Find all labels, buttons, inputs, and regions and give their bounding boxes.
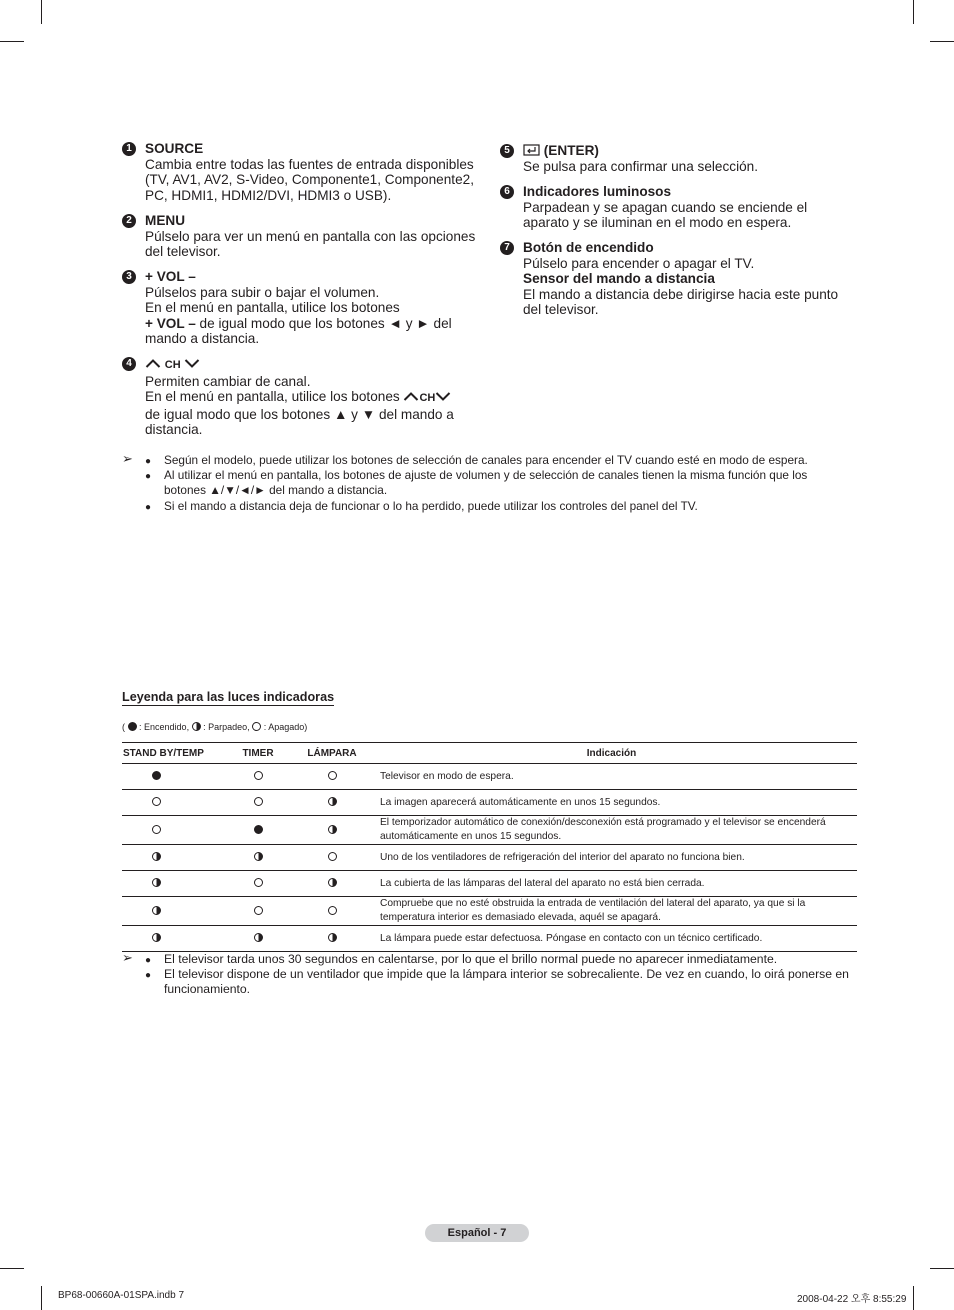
item-number: 5: [500, 144, 514, 158]
indication-text: automáticamente en unos 15 segundos.: [380, 831, 562, 842]
status-cell: [218, 897, 298, 926]
item-number: 7: [500, 241, 514, 255]
note-line: Si el mando a distancia deja de funcionar o lo ha perdido, puede utilizar los controles del panel del TV.: [164, 499, 698, 513]
status-cell: [298, 764, 366, 790]
item-indicators: [523, 184, 807, 231]
indication-cell: [366, 764, 857, 790]
item-line: Púlselos para subir o bajar el volumen.: [145, 284, 380, 300]
dot-on-icon: [254, 825, 263, 834]
item-title: Indicadores luminosos: [523, 184, 672, 199]
status-cell: [122, 897, 218, 926]
dot-blink-icon: [328, 878, 337, 887]
crop-mark: [930, 1268, 954, 1269]
table-row: [122, 764, 857, 790]
item-line: (TV, AV1, AV2, S-Video, Componente1, Componente2,: [145, 172, 474, 188]
slug-right: 2008-04-22 오후 8:55:29: [797, 1294, 907, 1305]
status-cell: [298, 790, 366, 816]
crop-mark: [41, 1286, 42, 1310]
item-line: Permiten cambiar de canal.: [145, 373, 311, 389]
dot-off-icon: [254, 878, 263, 887]
crop-mark: [913, 0, 914, 24]
bullet-icon: ●: [145, 471, 152, 482]
item-subtitle: Sensor del mando a distancia: [523, 271, 715, 287]
status-cell: [122, 926, 218, 952]
status-cell: [298, 926, 366, 952]
item-title: [145, 356, 454, 374]
status-cell: [298, 816, 366, 845]
dot-off-icon: [328, 852, 337, 861]
item-enter: [523, 143, 758, 174]
dot-off-icon: [328, 906, 337, 915]
item-line-rest: de igual modo que los botones ◄ y ► del: [195, 315, 452, 331]
item-number: 6: [500, 185, 514, 199]
item-line: Cambia entre todas las fuentes de entrada disponibles: [145, 156, 474, 172]
legend-off: : Apagado): [263, 722, 308, 732]
note-line: El televisor tarda unos 30 segundos en calentarse, por lo que el brillo normal puede no aparecer inmediatamente.: [164, 952, 778, 966]
status-cell: [218, 790, 298, 816]
header-standby: STAND BY/TEMP: [122, 743, 218, 764]
item-line: distancia.: [145, 422, 203, 438]
indication-text: El temporizador automático de conexión/desconexión está programado y el televisor se encenderá: [380, 817, 826, 828]
status-cell: [218, 764, 298, 790]
item-menu: [145, 213, 475, 260]
item-number: 4: [122, 357, 136, 371]
crop-mark: [0, 1268, 24, 1269]
crop-mark: [930, 41, 954, 42]
item-line: de igual modo que los botones ▲ y ▼ del mando a: [145, 406, 454, 422]
item-line: Púlselo para ver un menú en pantalla con las opciones: [145, 228, 476, 244]
item-line: En el menú en pantalla, utilice los botones: [145, 300, 400, 316]
status-cell: [218, 816, 298, 845]
ch-label: CH: [419, 392, 436, 405]
legend-open: (: [122, 722, 125, 732]
item-title: + VOL –: [145, 269, 196, 284]
item-source: [145, 141, 474, 203]
bullet-icon: ●: [145, 970, 152, 981]
dot-off-icon: [152, 797, 161, 806]
dot-on-icon: [128, 722, 137, 731]
item-line: del televisor.: [523, 302, 599, 318]
note-arrow-icon: ➢: [122, 451, 133, 466]
status-cell: [218, 926, 298, 952]
enter-icon: [523, 144, 540, 156]
ch-label: CH: [164, 359, 181, 371]
item-title: Botón de encendido: [523, 240, 654, 255]
indication-text: Uno de los ventiladores de refrigeración del interior del aparato no funciona bien.: [380, 851, 745, 863]
enter-label: (ENTER): [543, 143, 599, 158]
dot-blink-icon: [254, 933, 263, 942]
dot-blink-icon: [328, 933, 337, 942]
crop-mark: [0, 41, 24, 42]
chevron-down-icon: [435, 391, 451, 402]
item-ch: [145, 356, 454, 438]
status-cell: [218, 871, 298, 897]
item-vol: [145, 269, 452, 347]
indication-text: temperatura interior es demasiado elevada, aquél se apagará.: [380, 912, 661, 923]
status-cell: [122, 764, 218, 790]
chevron-down-icon: [184, 358, 200, 369]
status-cell: [122, 790, 218, 816]
dot-off-icon: [152, 825, 161, 834]
item-title: MENU: [145, 213, 186, 228]
note-line: El televisor dispone de un ventilador que impide que la lámpara interior se sobrecaliente. De vez en cuando, lo oirá ponerse en: [164, 967, 849, 981]
item-number: 3: [122, 270, 136, 284]
indication-cell: [366, 926, 857, 952]
item-line: Se pulsa para confirmar una selección.: [523, 158, 758, 174]
status-cell: [298, 897, 366, 926]
bullet-icon: ●: [145, 456, 152, 467]
legend-blink: : Parpadeo,: [203, 722, 250, 732]
dot-on-icon: [152, 771, 161, 780]
chevron-up-icon: [145, 358, 161, 369]
indication-text: Televisor en modo de espera.: [380, 770, 514, 782]
status-cell: [298, 845, 366, 871]
crop-mark: [913, 1286, 914, 1310]
item-line: El mando a distancia debe dirigirse hacia este punto: [523, 286, 839, 302]
dot-blink-icon: [192, 722, 201, 731]
note-line: Al utilizar el menú en pantalla, los botones de ajuste de volumen y de selección de canales tienen la misma función que los: [164, 468, 808, 482]
bullet-icon: ●: [145, 955, 152, 966]
note-line: funcionamiento.: [164, 982, 251, 996]
dot-blink-icon: [152, 878, 161, 887]
table-row: [122, 845, 857, 871]
item-line: aparato y se iluminan en el modo en espera.: [523, 215, 792, 231]
legend-title: Leyenda para las luces indicadoras: [122, 690, 335, 704]
dot-off-icon: [252, 722, 261, 731]
item-power: [523, 240, 838, 318]
dot-blink-icon: [152, 906, 161, 915]
item-line: [145, 389, 454, 407]
item-number: 1: [122, 142, 136, 156]
indication-text: Compruebe que no esté obstruida la entrada de ventilación del lateral del aparato, ya que si la: [380, 898, 806, 909]
table-header-row: [122, 743, 857, 764]
header-indicacion: Indicación: [366, 743, 857, 764]
table-row: [122, 816, 857, 845]
status-cell: [298, 871, 366, 897]
dot-off-icon: [254, 906, 263, 915]
indication-cell: [366, 871, 857, 897]
indication-cell: [366, 845, 857, 871]
dot-blink-icon: [328, 797, 337, 806]
note-line: botones ▲/▼/◄/► del mando a distancia.: [164, 483, 388, 497]
dot-blink-icon: [328, 825, 337, 834]
dot-off-icon: [328, 771, 337, 780]
indication-text: La cubierta de las lámparas del lateral del aparato no está bien cerrada.: [380, 877, 705, 889]
status-cell: [122, 845, 218, 871]
note-arrow-icon: ➢: [122, 950, 133, 965]
dot-blink-icon: [152, 933, 161, 942]
item-line: PC, HDMI1, HDMI2/DVI, HDMI3 o USB).: [145, 187, 392, 203]
status-cell: [122, 816, 218, 845]
item-line: mando a distancia.: [145, 331, 260, 347]
page-number-badge: Español - 7: [425, 1224, 529, 1242]
indicator-table: [122, 742, 857, 952]
dot-blink-icon: [152, 852, 161, 861]
dot-blink-icon: [254, 852, 263, 861]
header-timer: TIMER: [218, 743, 298, 764]
table-body: [122, 764, 857, 952]
item-title: SOURCE: [145, 141, 204, 156]
status-cell: [122, 871, 218, 897]
indication-cell: [366, 790, 857, 816]
item-title: [523, 143, 758, 159]
indication-cell: [366, 897, 857, 926]
table-row: [122, 897, 857, 926]
table-row: [122, 871, 857, 897]
bullet-icon: ●: [145, 502, 152, 513]
legend-on: : Encendido,: [139, 722, 190, 732]
legend-key: [122, 722, 307, 732]
crop-mark: [41, 0, 42, 24]
item-line: Parpadean y se apagan cuando se enciende el: [523, 199, 808, 215]
indication-text: La lámpara puede estar defectuosa. Póngase en contacto con un técnico certificado.: [380, 932, 763, 944]
item-line: Púlselo para encender o apagar el TV.: [523, 255, 755, 271]
status-cell: [218, 845, 298, 871]
indication-text: La imagen aparecerá automáticamente en unos 15 segundos.: [380, 796, 661, 808]
item-line: del televisor.: [145, 244, 221, 260]
vol-label: + VOL –: [145, 315, 196, 331]
dot-off-icon: [254, 797, 263, 806]
item-line: [145, 316, 452, 332]
header-lampara: LÁMPARA: [298, 743, 366, 764]
indication-cell: [366, 816, 857, 845]
chevron-up-icon: [403, 391, 419, 402]
item-line-text: En el menú en pantalla, utilice los botones: [145, 389, 400, 405]
dot-off-icon: [254, 771, 263, 780]
item-number: 2: [122, 214, 136, 228]
slug-left: BP68-00660A-01SPA.indb 7: [58, 1290, 185, 1301]
note-line: Según el modelo, puede utilizar los botones de selección de canales para encender el TV cuando esté en modo de espera.: [164, 453, 808, 467]
table-row: [122, 790, 857, 816]
table-row: [122, 926, 857, 952]
